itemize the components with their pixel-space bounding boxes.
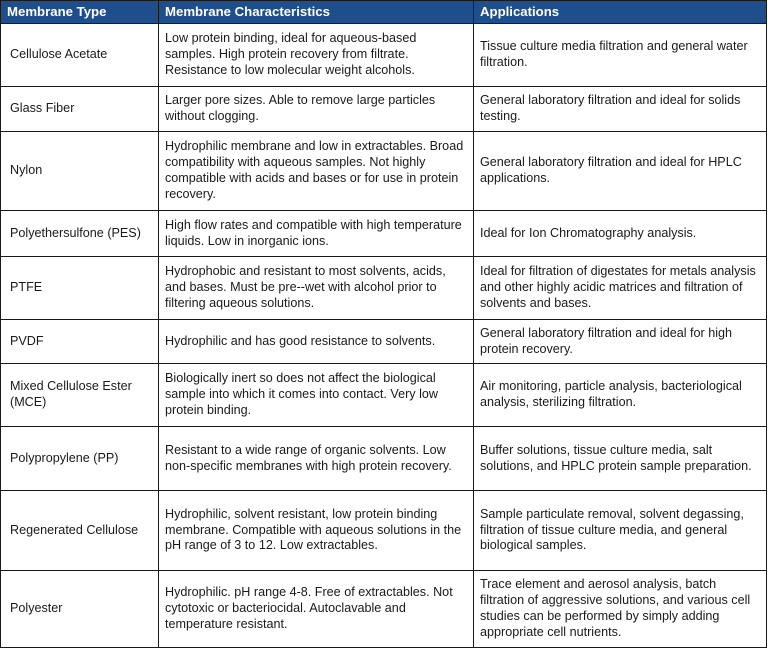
- applications-cell: Air monitoring, particle analysis, bacteriological analysis, sterilizing filtration.: [474, 364, 767, 427]
- characteristics-cell: Biologically inert so does not affect the biological sample into which it comes into contact. Very low protein binding.: [159, 364, 474, 427]
- header-membrane-characteristics: Membrane Characteristics: [159, 1, 474, 24]
- applications-cell: Buffer solutions, tissue culture media, salt solutions, and HPLC protein sample preparation.: [474, 427, 767, 491]
- membrane-type-cell: PVDF: [1, 320, 159, 364]
- applications-cell: General laboratory filtration and ideal for high protein recovery.: [474, 320, 767, 364]
- table-row: [1, 491, 767, 571]
- applications-cell: Sample particulate removal, solvent degassing, filtration of tissue culture media, and general biological samples.: [474, 491, 767, 571]
- characteristics-cell: Larger pore sizes. Able to remove large particles without clogging.: [159, 87, 474, 132]
- table-row: [1, 427, 767, 491]
- table-row: [1, 571, 767, 648]
- applications-cell: Trace element and aerosol analysis, batch filtration of aggressive solutions, and various cell studies can be performed by simply adding appropriate cell nutrients.: [474, 571, 767, 648]
- membrane-type-cell: Regenerated Cellulose: [1, 491, 159, 571]
- membrane-type-cell: Polyester: [1, 571, 159, 648]
- header-row: [1, 1, 767, 24]
- characteristics-cell: High flow rates and compatible with high temperature liquids. Low in inorganic ions.: [159, 211, 474, 257]
- characteristics-cell: Hydrophilic. pH range 4-8. Free of extractables. Not cytotoxic or bacteriocidal. Autoclavable and temperature resistant.: [159, 571, 474, 648]
- table-row: [1, 24, 767, 87]
- table-row: [1, 320, 767, 364]
- membrane-type-cell: PTFE: [1, 257, 159, 320]
- table-row: [1, 257, 767, 320]
- membrane-type-cell: Mixed Cellulose Ester (MCE): [1, 364, 159, 427]
- membrane-type-cell: Cellulose Acetate: [1, 24, 159, 87]
- header-membrane-type: Membrane Type: [1, 1, 159, 24]
- table-row: [1, 211, 767, 257]
- characteristics-cell: Hydrophilic membrane and low in extractables. Broad compatibility with aqueous samples. Not highly compatible with acids and bases or for use in protein recovery.: [159, 132, 474, 211]
- applications-cell: General laboratory filtration and ideal for HPLC applications.: [474, 132, 767, 211]
- applications-cell: Ideal for filtration of digestates for metals analysis and other highly acidic matrices and filtration of solvents and bases.: [474, 257, 767, 320]
- applications-cell: Tissue culture media filtration and general water filtration.: [474, 24, 767, 87]
- characteristics-cell: Hydrophilic and has good resistance to solvents.: [159, 320, 474, 364]
- membrane-type-cell: Polyethersulfone (PES): [1, 211, 159, 257]
- table-row: [1, 87, 767, 132]
- membrane-type-cell: Glass Fiber: [1, 87, 159, 132]
- characteristics-cell: Low protein binding, ideal for aqueous-based samples. High protein recovery from filtrate. Resistance to low molecular weight alcohols.: [159, 24, 474, 87]
- membrane-type-cell: Polypropylene (PP): [1, 427, 159, 491]
- characteristics-cell: Hydrophilic, solvent resistant, low protein binding membrane. Compatible with aqueous solutions in the pH range of 3 to 12. Low extractables.: [159, 491, 474, 571]
- applications-cell: Ideal for Ion Chromatography analysis.: [474, 211, 767, 257]
- characteristics-cell: Hydrophobic and resistant to most solvents, acids, and bases. Must be pre--wet with alcohol prior to filtering aqueous solutions.: [159, 257, 474, 320]
- table-row: [1, 364, 767, 427]
- membrane-type-cell: Nylon: [1, 132, 159, 211]
- characteristics-cell: Resistant to a wide range of organic solvents. Low non-specific membranes with high protein recovery.: [159, 427, 474, 491]
- table-row: [1, 132, 767, 211]
- header-applications: Applications: [474, 1, 767, 24]
- applications-cell: General laboratory filtration and ideal for solids testing.: [474, 87, 767, 132]
